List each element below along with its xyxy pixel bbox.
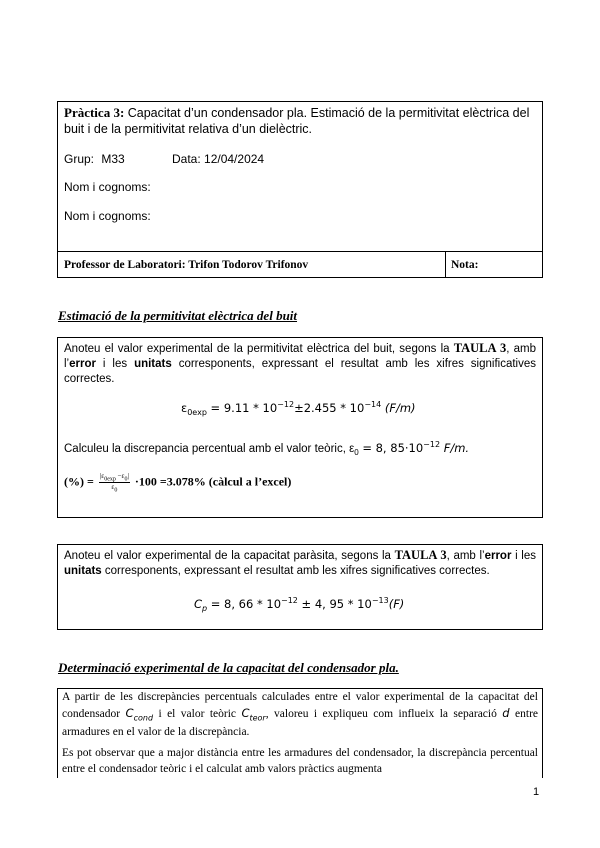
header-box [57, 101, 543, 278]
professor-name: Professor de Laboratori: Trifon Todorov Trifonov [64, 259, 309, 271]
epsilon0-value: = 8, 85·10 [358, 440, 424, 455]
epsilon-exponent: −12 [277, 400, 295, 409]
capacitance-symbol: C [194, 596, 203, 611]
professor-divider [58, 251, 542, 252]
uncertainty-exponent: −13 [371, 596, 389, 605]
d-variable: d [502, 705, 510, 720]
taula-ref: TAULA 3 [453, 341, 507, 355]
instruction-text: , amb l’ [446, 550, 485, 562]
epsilon0-exponent: −12 [423, 440, 441, 449]
capacitance-equation [194, 596, 404, 613]
denominator-sub: 0 [114, 487, 118, 494]
epsilon-uncertainty: ±2.455 * 10 [294, 400, 365, 415]
fraction-numerator [99, 472, 130, 483]
c-teor-subscript: teor [249, 712, 266, 722]
instruction-text: , amb l’ [64, 343, 536, 370]
nota-divider [445, 251, 446, 278]
numerator-sub: 0 [124, 476, 128, 483]
instruction-text: i les [511, 550, 536, 562]
question-text: i el valor teòric [153, 707, 242, 720]
question-text: , valoreu i expliqueu com influeix la separació [265, 707, 503, 720]
numerator-part: | [127, 472, 129, 480]
parasitic-instruction [64, 548, 536, 579]
epsilon-unit: (F/m) [384, 400, 416, 415]
section3-heading: Determinació experimental de la capacitat del condensador pla. [58, 660, 399, 675]
error-keyword: error [69, 358, 96, 370]
capacitance-unit: (F) [388, 596, 405, 611]
unitats-keyword: unitats [134, 358, 172, 370]
instruction-text: Calculeu la discrepancia percentual amb el valor teòric, ε [64, 442, 355, 455]
capacitance-uncertainty: ± 4, 95 * 10 [297, 596, 372, 611]
instruction-text: corresponents, expressant el resultat amb les xifres significatives correctes. [101, 565, 490, 577]
instruction-text: Anoteu el valor experimental de la permitivitat elèctrica del buit, segons la [64, 343, 454, 355]
grup-value: M33 [101, 152, 125, 166]
capacitance-subscript: p [202, 604, 208, 614]
analysis-question [62, 690, 538, 741]
discrepancy-instruction [64, 440, 469, 457]
nota-label: Nota: [451, 259, 479, 271]
discrepancy-label: (%) = [64, 474, 97, 489]
epsilon-subscript: 0exp [187, 408, 207, 418]
question-text: entre armadures en el valor de la discrepància. [62, 707, 538, 739]
section1-heading: Estimació de la permitivitat elèctrica del buit [58, 308, 298, 323]
epsilon-equation [181, 400, 416, 417]
epsilon-value: 9.11 * 10 [223, 400, 278, 415]
equals-sign: = [206, 400, 224, 415]
practice-title [64, 105, 534, 137]
instruction-text: corresponents, expressant el resultat amb les xifres significatives correctes. [64, 358, 536, 385]
instruction-text: Anoteu el valor experimental de la capacitat paràsita, segons la [64, 550, 395, 562]
epsilon0-unit: F/m. [440, 440, 470, 455]
page-number: 1 [533, 786, 540, 798]
capacitance-value: = 8, 66 * 10 [207, 596, 282, 611]
error-keyword: error [484, 550, 512, 562]
taula-ref: TAULA 3 [394, 548, 447, 562]
permittivity-box [57, 337, 543, 518]
discrepancy-fraction [99, 472, 130, 494]
numerator-sub: 0exp [104, 476, 116, 483]
grup-row [64, 152, 125, 166]
name-label-1: Nom i cognoms: [64, 180, 151, 194]
practice-title-text: Capacitat d’un condensador pla. Estimació de la permitivitat elèctrica del buit i de la permitivitat relativa d’un dielèctric. [64, 106, 530, 136]
discrepancy-formula [64, 472, 291, 494]
practice-label: Pràctica 3: [64, 105, 125, 120]
data-value: 12/04/2024 [204, 152, 265, 166]
question-text: A partir de les discrepàncies percentuals calculades entre el valor experimental de la capacitat del condensador [62, 691, 538, 720]
fraction-denominator [99, 483, 130, 493]
data-row [172, 152, 264, 166]
analysis-answer: Es pot observar que a major distància entre les armadures del condensador, la discrepància percentual entre el condensador teòric i el calculat amb valors pràctics augmenta [62, 747, 538, 775]
instruction-text: i les [95, 358, 135, 370]
discrepancy-result: ·100 =3.078% (càlcul a l’excel) [134, 474, 292, 489]
capacitance-analysis-box [57, 688, 543, 778]
c-cond-symbol: C [125, 705, 134, 720]
epsilon0-subscript: 0 [354, 448, 359, 458]
capacitance-exponent: −12 [281, 596, 298, 605]
epsilon-symbol: ε [181, 400, 188, 415]
c-teor-symbol: C [241, 705, 250, 720]
data-label: Data: [172, 152, 201, 166]
numerator-part: −ε [115, 472, 125, 480]
permittivity-instruction [64, 341, 536, 387]
c-cond-subscript: cond [133, 712, 154, 722]
unitats-keyword: unitats [64, 565, 102, 577]
denominator-part: ε [111, 483, 115, 492]
parasitic-capacitance-box [57, 544, 543, 630]
uncertainty-exponent: −14 [364, 400, 382, 409]
grup-label: Grup: [64, 152, 95, 166]
name-label-2: Nom i cognoms: [64, 209, 151, 223]
numerator-part: |ε [99, 472, 105, 480]
